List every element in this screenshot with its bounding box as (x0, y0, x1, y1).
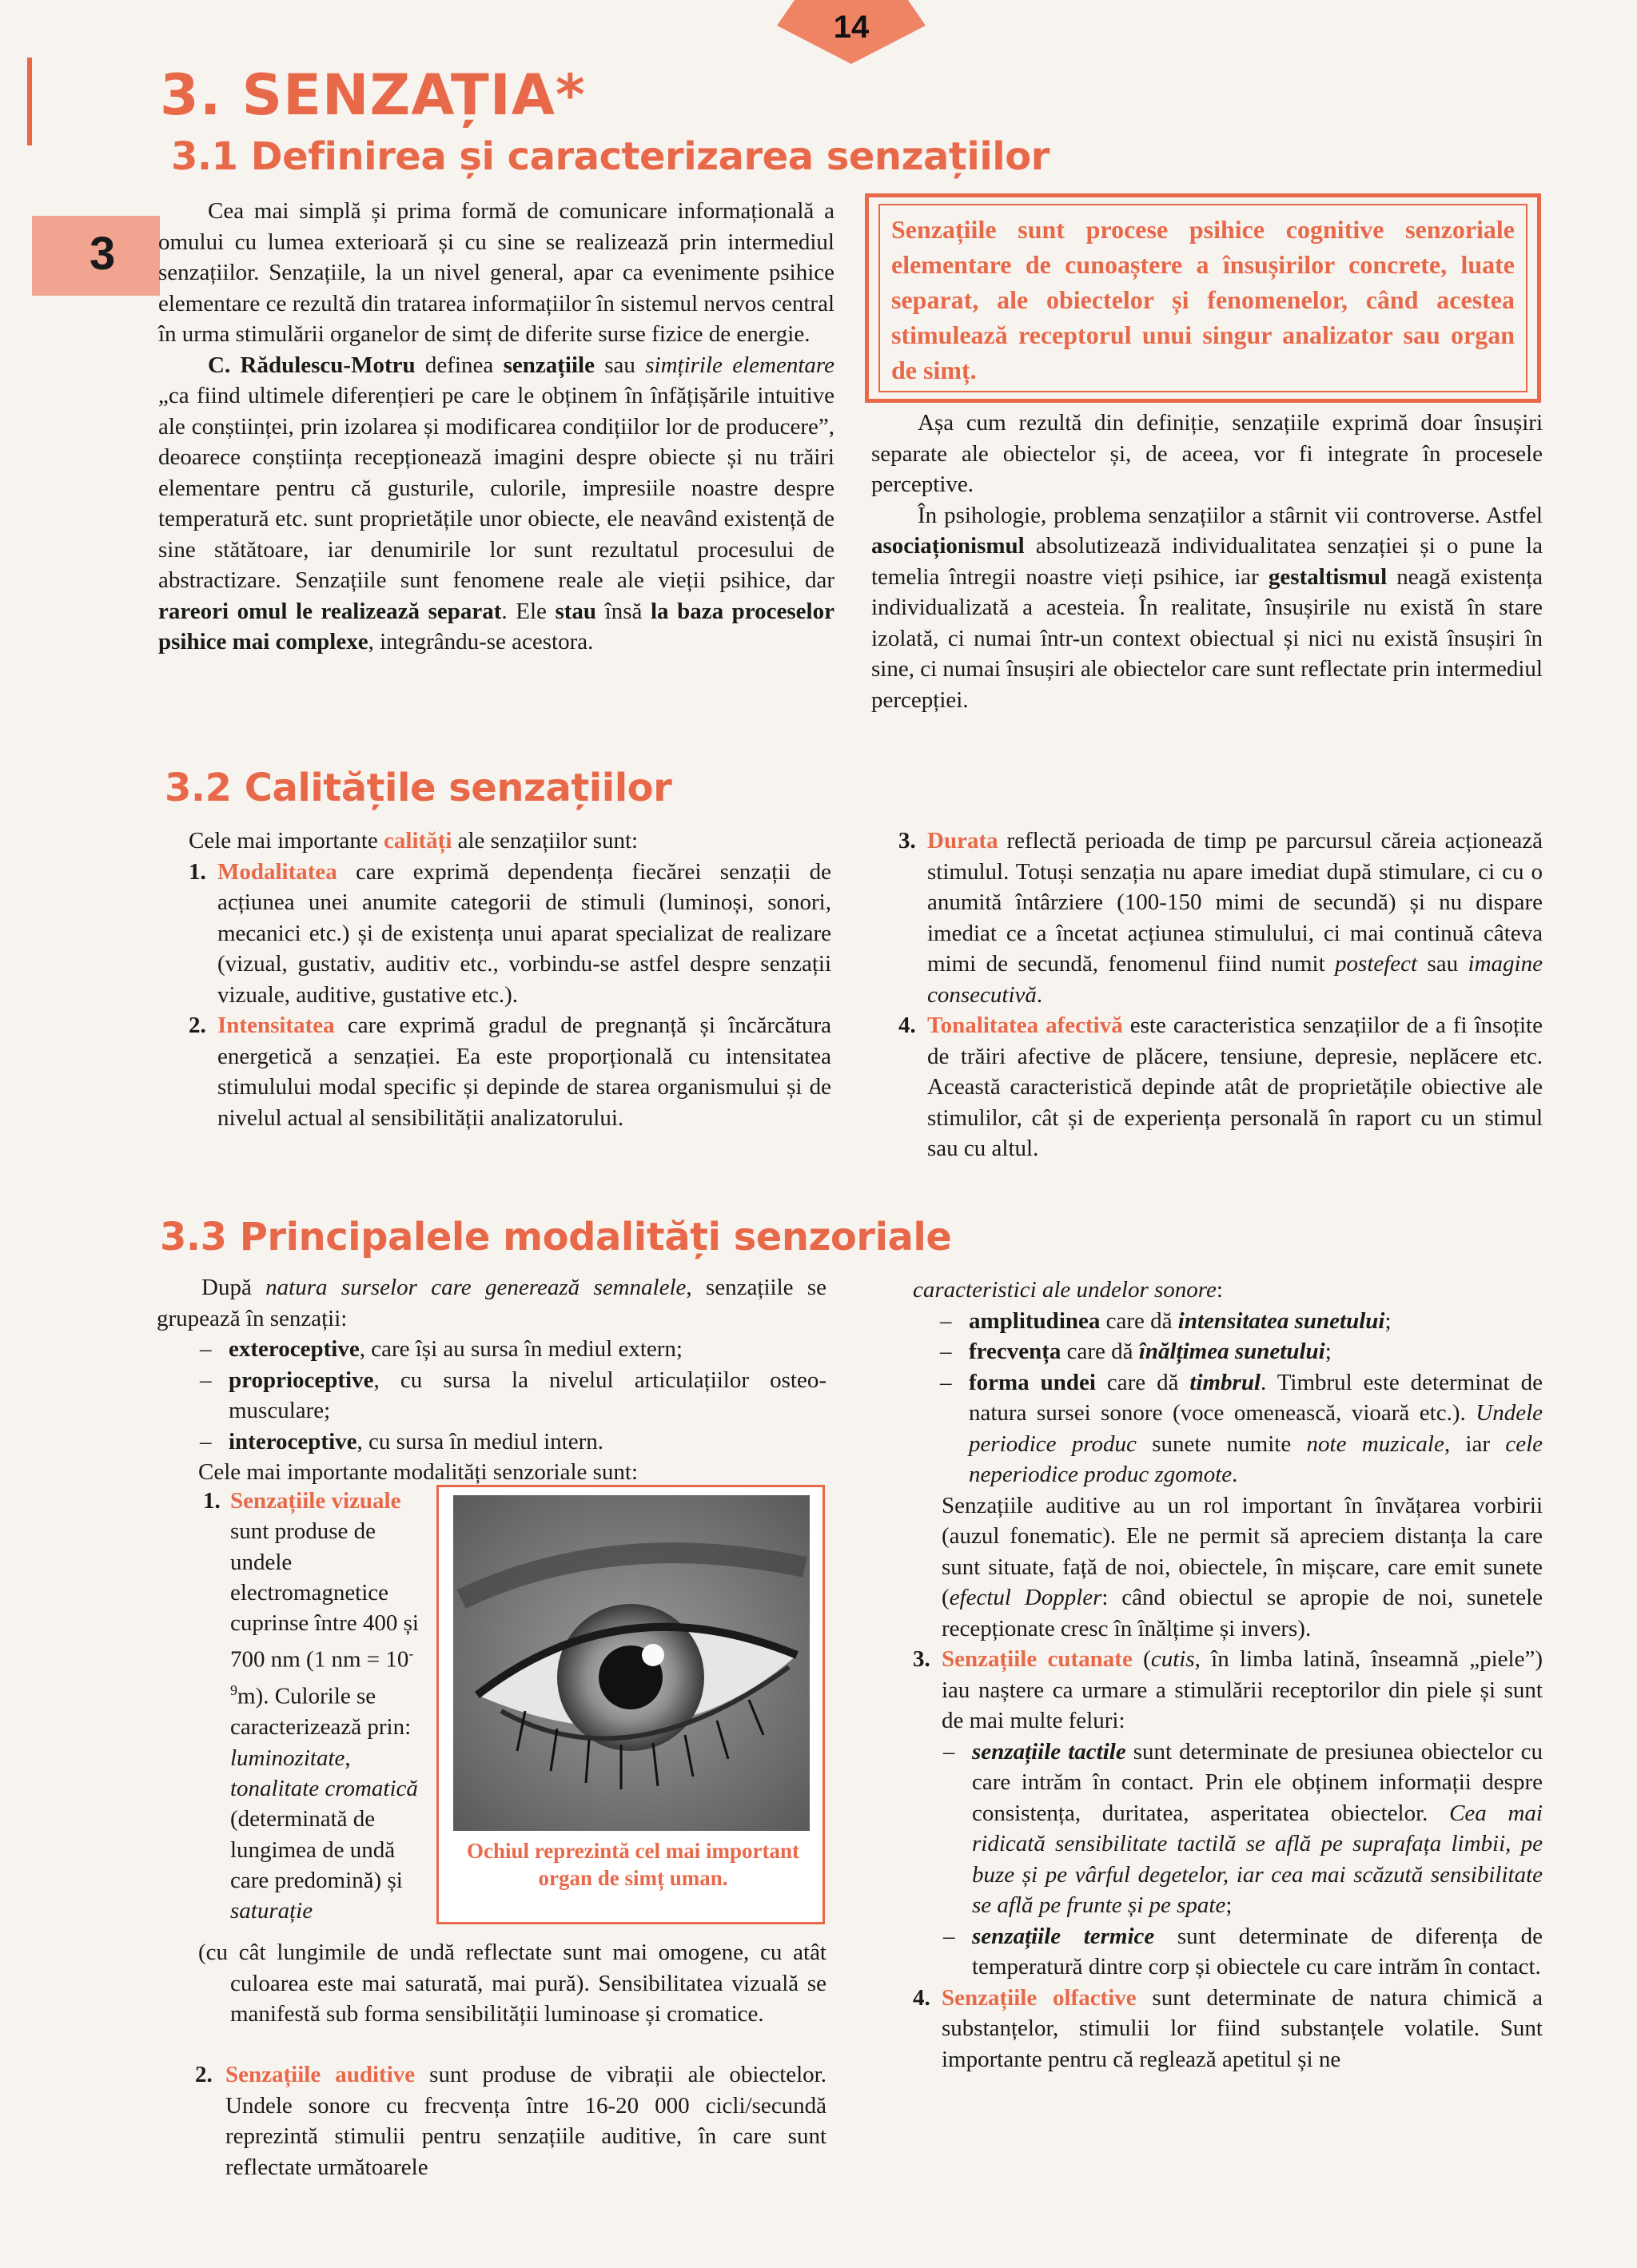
definition-box (865, 193, 1541, 403)
text-span: : când obiectul se apropie de noi, sunetele recepționate cresc în înălțime și invers). (942, 1585, 1543, 1641)
eye-figure (436, 1485, 825, 1924)
text-span: . Timbrul este determinat de natura sursei sonore (voce omenească, vioară etc.). (969, 1369, 1543, 1426)
text-span: ( (1132, 1646, 1151, 1672)
paragraph-intro: Cea mai simplă și prima formă de comunicare informațională a omului cu lumea exterioară și cu sine se realizează prin intermediul senzațiilor. Senzațiile, la un nivel general, apar ca evenimente psihice elementare ce rezultă din tratarea informațiilor în sistemul nervos central în urma stimulării organelor de simț de diferite surse fizice de energie. (158, 198, 834, 347)
term: saturație (230, 1898, 313, 1924)
visual-item-text (200, 1486, 432, 1926)
qualities-intro (189, 826, 831, 857)
term: Tonalitatea afectivă (927, 1013, 1123, 1038)
list-item-exteroceptive (198, 1334, 826, 1365)
sound-characteristics-intro (913, 1275, 1543, 1306)
section-3-intro (157, 1272, 826, 1488)
text-span: . (1036, 981, 1043, 1008)
list-item-olfactory (913, 1983, 1543, 2075)
item-number: 2. (195, 2062, 213, 2087)
text-span: sau (594, 352, 646, 378)
text-span: care exprimă gradul de pregnanță și încărcătura energetică a senzației. Ea este proporțională cu intensitatea stimulului modal specific și depinde de starea organismului și de nivelul actual al sensibilității analizatorului. (217, 1013, 831, 1131)
list-item-cutaneous (913, 1644, 1543, 1983)
list-item-proprioceptive (198, 1365, 826, 1426)
list-item-modality (189, 857, 831, 1011)
modalities-list-right (913, 1644, 1543, 2075)
section-1-left-column (158, 196, 834, 658)
section-2-left-column (189, 826, 831, 1133)
text-span: sunete numite (1136, 1430, 1307, 1457)
term: postefect (1335, 951, 1418, 977)
visual-item-continuation (198, 1937, 826, 2030)
term: simțirile elementare (645, 352, 834, 378)
visual-item-end: (cu cât lungimile de undă reflectate sunt mai omogene, cu atât culoarea este mai saturată, mai pură). Sensibilitatea vizuală se manifestă sub forma sensibilității luminoase și cromatice. (198, 1940, 826, 2027)
text-span: Cele mai importante (189, 828, 384, 853)
text-span: reflectă perioada de timp pe parcursul căreia acționează stimulul. Totuși senzația nu apare imediat după stimulare, ci cu o anumită întârziere (100-150 mimi de secundă) și nu dispare imediat ce a încetat acțiunea stimulului, ci mai continuă câteva mimi de secundă, fenomenul fiind numit (927, 828, 1543, 977)
list-item-intensity (189, 1010, 831, 1133)
sound-properties-list (938, 1306, 1543, 1490)
text-span: m). Culorile se caracterizează prin: (230, 1684, 412, 1741)
term: Senzațiile cutanate (942, 1646, 1133, 1672)
text-span: care dă (1100, 1307, 1178, 1334)
list-item-interoceptive (198, 1426, 826, 1458)
auditory-role-paragraph (913, 1490, 1543, 1645)
term: senzațiile (503, 352, 595, 378)
term: forma undei (969, 1369, 1096, 1395)
term: înălțimea sunetului (1138, 1339, 1325, 1364)
text-span: care dă (1095, 1369, 1190, 1395)
text-span: În psihologie, problema senzațiilor a stârnit vii controverse. Astfel (918, 502, 1543, 528)
term: caracteristici ale undelor sonore (913, 1277, 1217, 1303)
text-span: (determinată de lungimea de undă care predomină) și (230, 1806, 403, 1893)
text-span: absolutizează individualitatea senzației și o pune la temelia întregii noastre vieți psihice, iar (871, 533, 1543, 590)
paragraph-controversies (871, 500, 1543, 716)
term: Senzațiile vizuale (230, 1488, 401, 1514)
section-2-right-column (898, 826, 1543, 1164)
text-span: sunt produse de undele electromagnetice cuprinse între 400 și 700 nm (1 nm = 10 (230, 1518, 419, 1673)
text-span: sau (1417, 951, 1468, 977)
section-1-right-column (871, 408, 1543, 715)
text-span: , iar (1444, 1430, 1506, 1457)
term: tonalitate cromatică (230, 1775, 418, 1801)
qualities-list-right (898, 826, 1543, 1164)
text-span: ale senzațiilor sunt: (452, 828, 639, 853)
chapter-tab (32, 216, 160, 296)
text-span: neagă existența individualizată a acesteia. În realitate, însușirile nu există în stare izolată, ci numai într-un context obiectual și nici nu există însușiri în sine, ci numai însușiri ale obiectelor care sunt reflectate prin intermediul percepției. (871, 563, 1543, 713)
sensation-kinds-list (198, 1334, 826, 1457)
definition-box-inner (878, 204, 1527, 392)
item-number: 4. (898, 1013, 916, 1038)
term: calități (384, 828, 452, 853)
term: natura surselor care generează semnalele (265, 1275, 687, 1300)
figure-caption: Ochiul reprezintă cel mai important organ de simț uman. (467, 1839, 799, 1890)
auditory-item-text (195, 2059, 826, 2182)
text-span: Senzațiile auditive au un rol important în învățarea vorbirii (auzul fonematic). Ele ne permit să apreciem distanța la care sunt situate, față de noi, obiectele, în mișcare, care emit sunete ( (942, 1492, 1543, 1610)
paragraph-radulescu (158, 350, 834, 658)
item-number: 1. (189, 858, 206, 885)
term: Durata (927, 828, 998, 853)
left-margin-bar (27, 58, 32, 145)
text-span: însă (596, 598, 651, 624)
paragraph-definition-result: Așa cum rezultă din definiție, senzațiile exprimă doar însușiri separate ale obiectelor și, de aceea, vor fi integrate în procesele perceptive. (871, 410, 1543, 497)
item-number: 2. (189, 1013, 206, 1038)
auditory-item (195, 2059, 826, 2182)
text-span: , (345, 1745, 351, 1771)
visual-item-narrow (200, 1486, 432, 1926)
term: luminozitate (230, 1745, 345, 1771)
chapter-title: 3. SENZAȚIA* (160, 62, 586, 128)
list-item-tactile (942, 1737, 1543, 1921)
exponent: -9 (230, 1645, 414, 1699)
author-name: C. Rădulescu-Motru (208, 352, 416, 378)
term: proprioceptive (229, 1367, 374, 1393)
list-item-amplitude (938, 1306, 1543, 1337)
term: gestaltismul (1268, 563, 1388, 590)
emphasis: stau (555, 598, 597, 624)
chapter-tab-number: 3 (90, 228, 116, 280)
list-item-waveform (938, 1367, 1543, 1490)
page-number: 14 (833, 10, 870, 45)
term: timbrul (1189, 1369, 1261, 1395)
term: cutis (1150, 1646, 1195, 1672)
term: cele neperiodice produc zgomote (969, 1430, 1543, 1487)
term: note muzicale (1306, 1430, 1444, 1457)
text-span: care exprimă dependența fiecărei senzații de acțiunea unei anumite categorii de stimuli (luminoși, sonori, mecanici etc.) și de existența unui aparat specializat de realizare (vizual, gustativ, auditiv etc., vorbindu-se astfel despre senzații vizuale, auditive, gustative etc.). (217, 858, 831, 1008)
text-span: După (201, 1275, 266, 1300)
item-number: 1. (203, 1488, 221, 1514)
item-number: 3. (898, 828, 916, 853)
eye-image (453, 1495, 810, 1831)
text-span: ; (1384, 1307, 1392, 1334)
text-span: ; (1324, 1339, 1332, 1364)
text-span: , care își au sursa în mediul extern; (359, 1336, 683, 1362)
emphasis: rareori omul le realizează separat (158, 598, 502, 624)
text-span: , senzațiile se grupează în senzații: (157, 1275, 826, 1331)
item-number: 3. (913, 1646, 930, 1672)
item-number: 4. (913, 1984, 930, 2011)
text-span: ; (1225, 1892, 1233, 1918)
sources-intro (157, 1272, 826, 1334)
section-heading-3-3: 3.3 Principalele modalități senzoriale (160, 1215, 952, 1259)
term: intensitatea sunetului (1177, 1307, 1385, 1334)
term: Cea mai ridicată sensibilitate tactilă se află pe suprafața limbii, pe buze și pe vârful degetelor, iar cea mai scăzută sensibilitate se află pe frunte și pe spate (972, 1800, 1543, 1918)
text-span: este caracteristica senzațiilor de a fi însoțite de trăiri afective de plăcere, tensiune, depresie, neplăcere etc. Această caracteristică depinde atât de proprietățile obiective ale stimulilor, cât și de experiența personală în raport cu un stimul sau cu altul. (927, 1013, 1543, 1161)
text-span: definea (415, 352, 504, 378)
term: Undele periodice produc (969, 1400, 1543, 1457)
text-span: , cu sursa în mediul intern. (356, 1428, 603, 1454)
text-span: sunt determinate de natura chimică a substanțelor, stimulii lor fiind substanțele volatile. Sunt importante pentru că reglează apetitul și ne (942, 1984, 1543, 2072)
text-span: sunt determinate de presiunea obiectelor cu care intrăm în contact. Prin ele obținem informații despre consistența, duritatea, asperitatea obiectelor. (972, 1738, 1543, 1826)
list-item-affective-tone (898, 1010, 1543, 1164)
term: Modalitatea (217, 858, 337, 885)
text-span: , integrându-se acestora. (368, 629, 594, 655)
list-item-duration (898, 826, 1543, 1010)
term: Intensitatea (217, 1013, 335, 1038)
qualities-list-left (189, 857, 831, 1134)
text-span: : (1216, 1277, 1223, 1303)
list-item-thermal (942, 1921, 1543, 1983)
term: interoceptive (229, 1428, 357, 1454)
modalities-intro: Cele mai importante modalități senzoriale sunt: (198, 1459, 639, 1485)
auditory-continuation (913, 1275, 1543, 2075)
text-span: care dă (1061, 1339, 1139, 1364)
term: Senzațiile olfactive (942, 1984, 1137, 2011)
term: senzațiile termice (972, 1923, 1155, 1949)
text-span: sunt determinate de diferența de temperatură dintre corp și obiectele cu care intrăm în contact. (972, 1923, 1543, 1980)
term: amplitudinea (969, 1307, 1101, 1334)
term: asociaționismul (871, 533, 1025, 559)
text-span: „ca fiind ultimele diferențieri pe care le obținem în înfățișările intuitive ale conștiinței, prin izolarea și modificarea condițiilor lor de producere”, deoarece conștiința recepționează imagini despre obiecte și nu trăiri elementare pentru că gusturile, culorile, impresiile noastre despre temperatură etc. sunt proprietățile unor obiecte, ele neavând existență de sine stătătoare, iar denumirile lor sunt rezultatul procesului de abstractizare. Senzațiile sunt fenomene reale ale vieții psihice, dar (158, 383, 834, 593)
term: efectul Doppler (949, 1585, 1102, 1610)
term: Senzațiile auditive (225, 2062, 416, 2087)
page-number-badge (777, 0, 926, 64)
term: exteroceptive (229, 1336, 360, 1362)
cutaneous-kinds-list (942, 1737, 1543, 1983)
section-heading-3-1: 3.1 Definirea și caracterizarea senzațiilor (171, 134, 1050, 179)
text-span: . (1232, 1462, 1238, 1487)
text-span: sunt produse de vibrații ale obiectelor. Undele sonore cu frecvența între 16-20 000 cicli/secundă reprezintă stimulii pentru senzațiile auditive, în care sunt reflectate următoarele (225, 2062, 826, 2180)
list-item-frequency (938, 1336, 1543, 1367)
text-span: . Ele (501, 598, 556, 624)
section-heading-3-2: 3.2 Calitățile senzațiilor (165, 766, 672, 810)
text-span: , în limba latină, înseamnă „piele”) iau naștere ca urmare a stimulării receptorilor din piele și sunt de mai multe feluri: (942, 1646, 1543, 1733)
text-span: , cu sursa la nivelul articulațiilor osteo-musculare; (229, 1367, 826, 1423)
definition-text: Senzațiile sunt procese psihice cognitive senzoriale elementare de cunoaștere a însușirilor concrete, luate separat, ale obiectelor și fenomenelor, când acestea stimulează receptorul unui singur analizator sau organ de simț. (891, 215, 1515, 384)
emphasis: la baza proceselor psihice mai complexe (158, 598, 834, 655)
term: imagine consecutivă (927, 951, 1543, 1008)
term: frecvența (969, 1339, 1061, 1364)
term: senzațiile tactile (972, 1738, 1126, 1765)
